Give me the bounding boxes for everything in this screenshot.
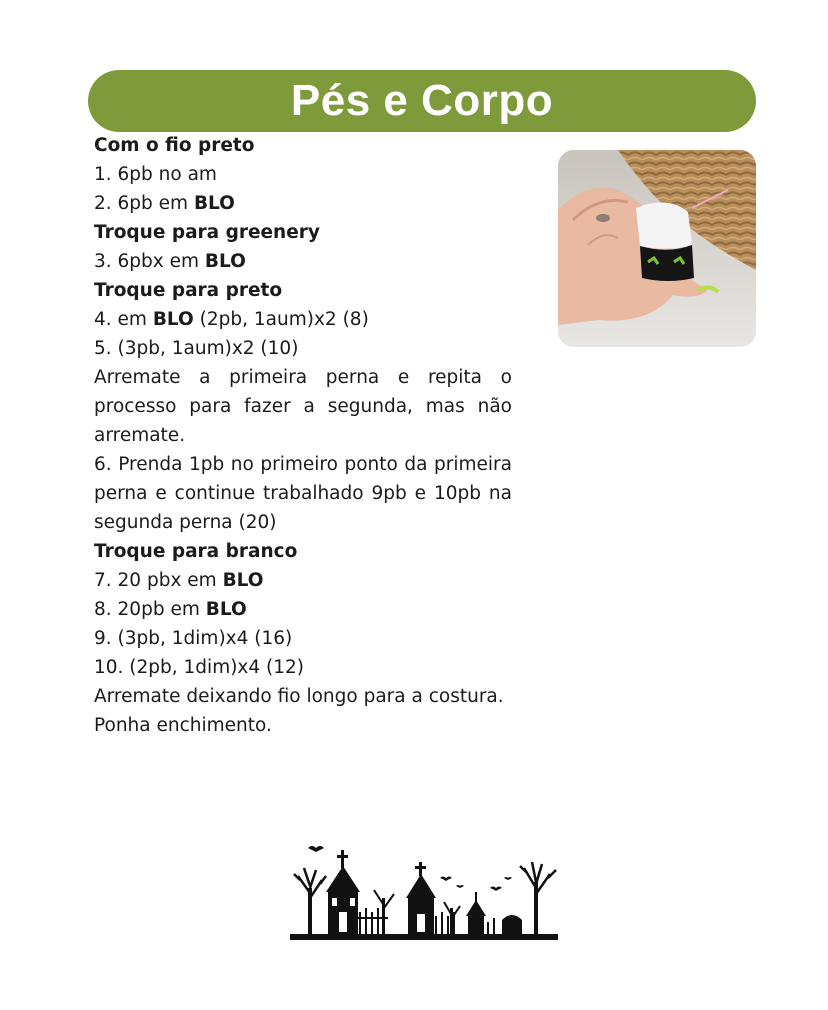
title-banner: [88, 70, 756, 132]
hand-holding-crochet-icon: [558, 150, 756, 347]
round-bold-text: BLO: [152, 309, 194, 330]
round-bold-text: BLO: [204, 251, 246, 272]
round-text: 4. em: [94, 309, 153, 330]
round-4: [94, 305, 512, 334]
round-text: 2. 6pb em: [94, 193, 194, 214]
section-heading: Troque para branco: [94, 541, 298, 562]
round-2: [94, 189, 512, 218]
round-8: [94, 595, 512, 624]
round-text: (2pb, 1aum)x2 (8): [193, 309, 369, 330]
round-bold-text: BLO: [222, 570, 264, 591]
pattern-instructions: [94, 131, 512, 740]
section-heading: Com o fio preto: [94, 135, 255, 156]
instruction-paragraph: Arremate deixando fio longo para a costura.: [94, 686, 504, 707]
round-10: 10. (2pb, 1dim)x4 (12): [94, 657, 305, 678]
round-5: 5. (3pb, 1aum)x2 (10): [94, 338, 299, 359]
page-title: Pés e Corpo: [290, 76, 554, 125]
instruction-paragraph: Arremate a primeira perna e repita o processo para fazer a segunda, mas não arremate.: [94, 367, 512, 446]
section-heading: Troque para preto: [94, 280, 283, 301]
crochet-photo: [558, 150, 756, 347]
section-heading: Troque para greenery: [94, 222, 320, 243]
instruction-paragraph: 6. Prenda 1pb no primeiro ponto da primeira perna e continue trabalhado 9pb e 10pb na segunda perna (20): [94, 454, 512, 533]
round-9: 9. (3pb, 1dim)x4 (16): [94, 628, 293, 649]
round-7: [94, 566, 512, 595]
round-3: [94, 247, 512, 276]
round-text: 3. 6pbx em: [94, 251, 205, 272]
round-text: 7. 20 pbx em: [94, 570, 223, 591]
round-bold-text: BLO: [193, 193, 235, 214]
round-text: 8. 20pb em: [94, 599, 206, 620]
graveyard-silhouette-icon: [290, 838, 558, 942]
instruction-paragraph: Ponha enchimento.: [94, 715, 272, 736]
round-1: 1. 6pb no am: [94, 164, 217, 185]
round-bold-text: BLO: [205, 599, 247, 620]
